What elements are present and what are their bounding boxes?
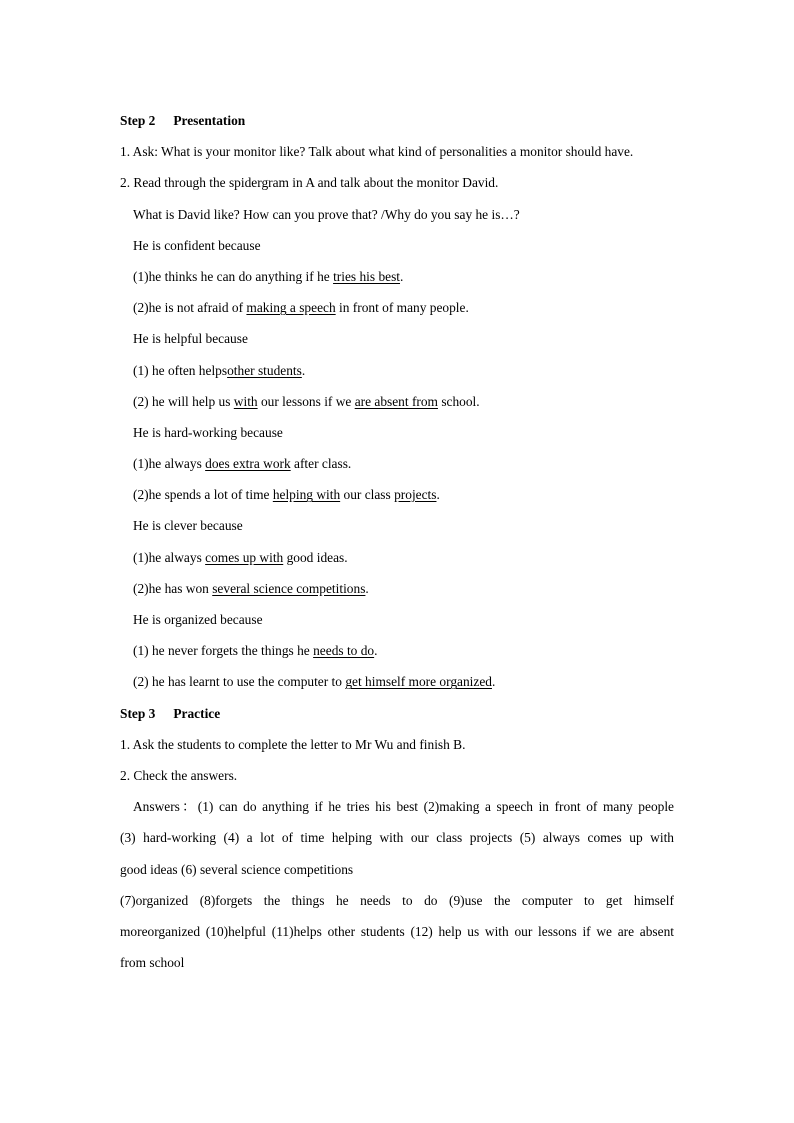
clever-reason-1: (1)he always comes up with good ideas. — [133, 549, 348, 565]
step2-title: Presentation — [173, 113, 246, 128]
step3-heading — [120, 704, 674, 735]
hardworking-reason-1: (1)he always does extra work after class. — [133, 456, 352, 472]
answer-blank: comes up with — [205, 549, 284, 565]
answer-blank: get himself more organized — [345, 674, 492, 690]
confident-reason-2: (2)he is not afraid of making a speech in front of many people. — [133, 300, 469, 316]
answer-blank: with — [233, 393, 258, 409]
answer-blank: needs to do — [313, 643, 375, 659]
step3-item-2: 2. Check the answers. — [120, 767, 238, 783]
helpful-reason-2: (2) he will help us with our lessons if we are absent from school. — [133, 393, 480, 409]
answer-blank: several science competitions — [212, 580, 366, 596]
step3-item-1: 1. Ask the students to complete the letter to Mr Wu and finish B. — [120, 736, 466, 752]
confident-reason-1: (1)he thinks he can do anything if he tries his best. — [133, 268, 404, 284]
step2-item-1: 1. Ask: What is your monitor like? Talk about what kind of personalities a monitor should have. — [120, 144, 634, 160]
step3-title: Practice — [173, 705, 221, 721]
helpful-reason-1: (1) he often helpsother students. — [133, 362, 306, 378]
answers-line-3: good ideas (6) several science competitions — [120, 861, 354, 877]
organized-heading: He is organized because — [133, 612, 263, 627]
answer-blank: other students — [227, 362, 302, 378]
answers-line-6: from school — [120, 955, 185, 971]
answers-line-4: (7)organized (8)forgets the things he needs to do (9)use the computer to get himself — [120, 892, 674, 908]
answers-line-2: (3) hard-working (4) a lot of time helping with our class projects (5) always comes up with — [120, 830, 674, 846]
helpful-heading: He is helpful because — [133, 331, 248, 347]
answers-line-5: moreorganized (10)helpful (11)helps other students (12) help us with our lessons if we are absent — [120, 923, 674, 939]
organized-reason-2: (2) he has learnt to use the computer to get himself more organized. — [133, 674, 496, 690]
organized-reason-1: (1) he never forgets the things he needs to do. — [133, 643, 378, 659]
answer-blank: does extra work — [205, 456, 291, 472]
step2-heading — [120, 111, 674, 142]
step3-label: Step 3 — [120, 705, 156, 721]
step2-item-2: 2. Read through the spidergram in A and talk about the monitor David. — [120, 175, 499, 191]
document-page — [120, 111, 674, 984]
hardworking-heading: He is hard-working because — [133, 424, 283, 440]
clever-reason-2: (2)he has won several science competitions. — [133, 580, 369, 596]
hardworking-reason-2: (2)he spends a lot of time helping with our class projects. — [133, 487, 440, 503]
answer-blank: making a speech — [246, 300, 336, 316]
answer-blank: are absent from — [354, 393, 438, 409]
answers-line-1: Answers：(1) can do anything if he tries his best (2)making a speech in front of many people — [133, 799, 674, 815]
question-line: What is David like? How can you prove that? /Why do you say he is…? — [133, 206, 520, 222]
confident-heading: He is confident because — [133, 237, 261, 253]
step2-label: Step 2 — [120, 113, 156, 128]
answer-blank: tries his best — [333, 268, 401, 284]
answer-blank: projects — [394, 487, 437, 503]
clever-heading: He is clever because — [133, 518, 243, 534]
answer-blank: helping with — [272, 487, 341, 503]
